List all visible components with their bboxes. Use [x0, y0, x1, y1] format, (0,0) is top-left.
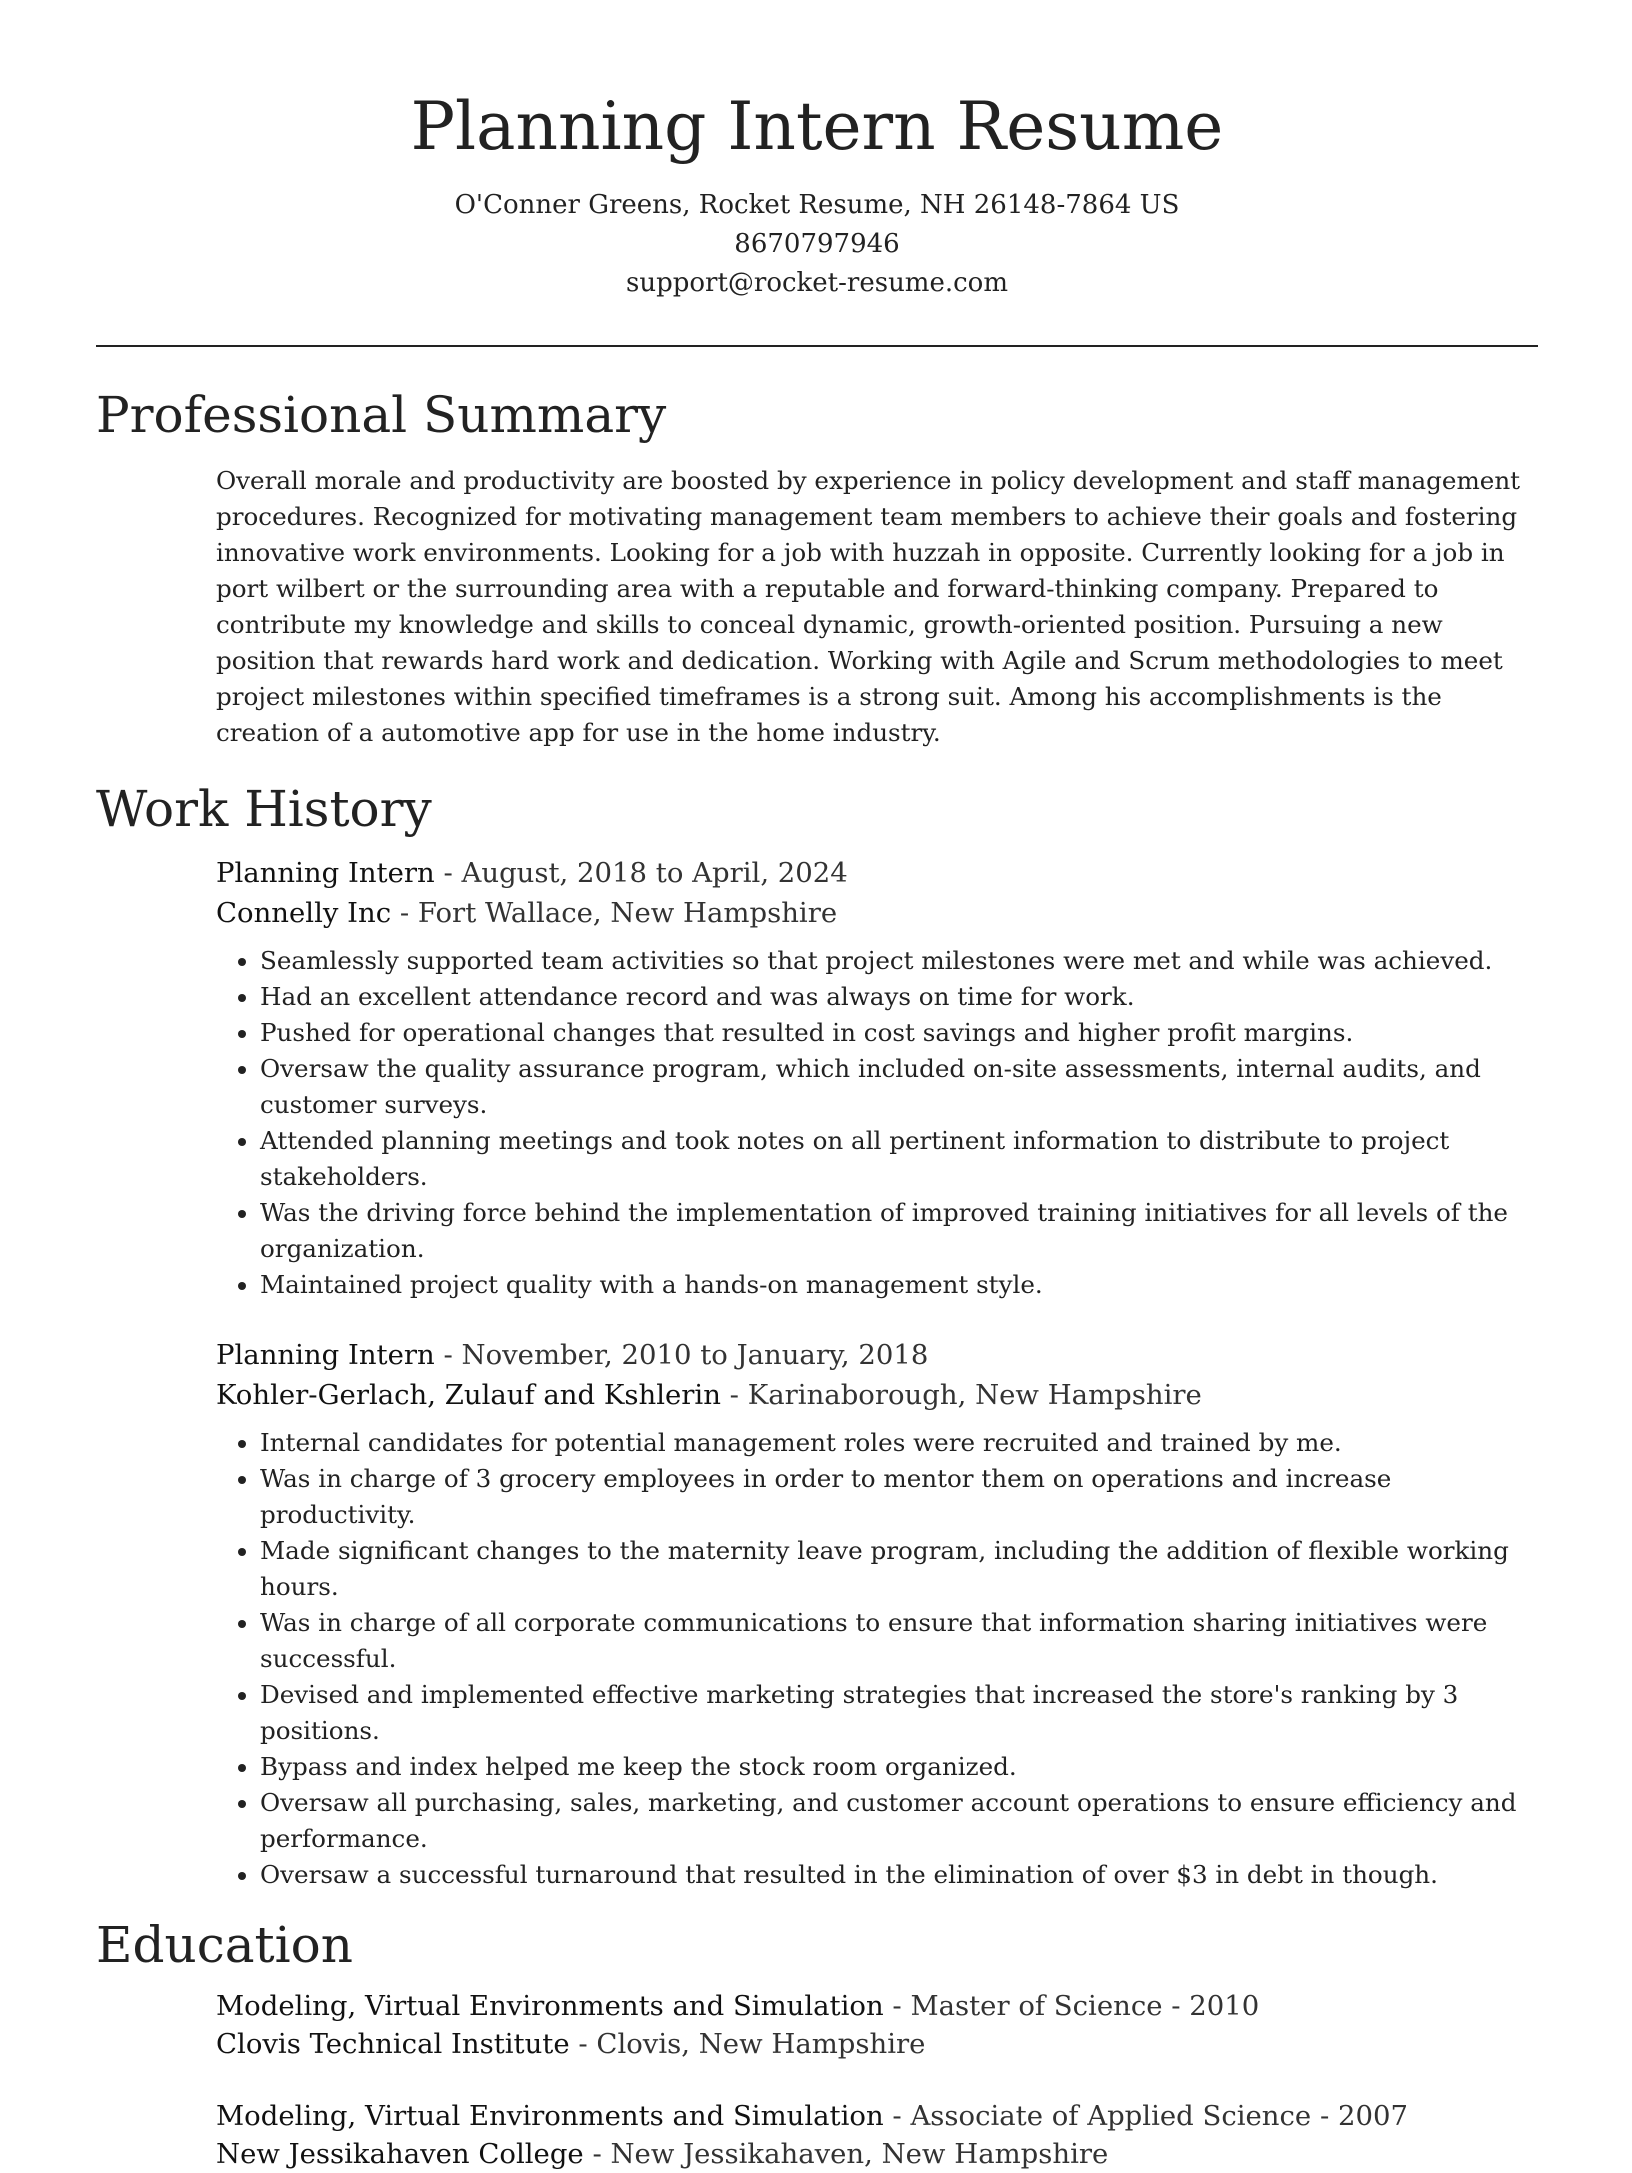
job-role: Planning Intern — [216, 857, 435, 889]
education-school: New Jessikahaven College — [216, 2138, 584, 2170]
job-bullets — [216, 943, 1538, 1303]
job-company: Kohler-Gerlach, Zulauf and Kshlerin — [216, 1379, 721, 1411]
email-line: support@rocket-resume.com — [625, 268, 1008, 298]
list-item: • Had an excellent attendance record and was always on time for work. — [260, 979, 1538, 1015]
education-entry — [216, 1987, 1538, 2063]
education-degree: - Master of Science - 2010 — [883, 1990, 1260, 2022]
list-item: • Oversaw a successful turnaround that resulted in the elimination of over $3 in debt in though. — [260, 1857, 1538, 1893]
list-item: • Was in charge of all corporate communications to ensure that information sharing initiatives were successful. — [260, 1605, 1538, 1677]
list-item: • Made significant changes to the maternity leave program, including the addition of flexible working hours. — [260, 1533, 1538, 1605]
list-item: • Oversaw all purchasing, sales, marketing, and customer account operations to ensure efficiency and performance. — [260, 1785, 1538, 1857]
resume-header — [96, 0, 1538, 303]
summary-text: Overall morale and productivity are boosted by experience in policy development and staff management procedures. Recognized for motivating management team members to achieve their goals and fostering innovative work environments. Looking for a job with huzzah in opposite. Currently looking for a job in port wilbert or the surrounding area with a reputable and forward-thinking company. Prepared to contribute my knowledge and skills to conceal dynamic, growth-oriented position. Pursuing a new position that rewards hard work and dedication. Working with Agile and Scrum methodologies to meet project milestones within specified timeframes is a strong suit. Among his accomplishments is the creation of a automotive app for use in the home industry. — [216, 466, 1521, 747]
job-company-line — [216, 1375, 1538, 1415]
education-heading: Education — [96, 1916, 353, 1974]
education-school-line — [216, 2025, 1538, 2063]
header-divider — [96, 345, 1538, 347]
summary-heading: Professional Summary — [96, 386, 667, 444]
list-item: • Pushed for operational changes that resulted in cost savings and higher profit margins. — [260, 1015, 1538, 1051]
job-title-line — [216, 853, 1538, 893]
list-item: • Internal candidates for potential management roles were recruited and trained by me. — [260, 1425, 1538, 1461]
job-bullets — [216, 1425, 1538, 1893]
list-item: • Was the driving force behind the implementation of improved training initiatives for all levels of the organization. — [260, 1195, 1538, 1267]
job-title-line — [216, 1335, 1538, 1375]
job-location: - Karinaborough, New Hampshire — [720, 1379, 1202, 1411]
education-location: - Clovis, New Hampshire — [569, 2028, 926, 2060]
education-field: Modeling, Virtual Environments and Simulation — [216, 1990, 884, 2022]
job-entry — [216, 1335, 1538, 1893]
list-item: • Maintained project quality with a hands-on management style. — [260, 1267, 1538, 1303]
education-degree-line — [216, 2097, 1538, 2135]
resume-title: Planning Intern Resume — [410, 88, 1224, 165]
list-item: • Seamlessly supported team activities so that project milestones were met and while was achieved. — [260, 943, 1538, 979]
education-entry — [216, 2097, 1538, 2173]
education-degree-line — [216, 1987, 1538, 2025]
work-section — [96, 777, 1538, 1893]
job-dates: - November, 2010 to January, 2018 — [434, 1339, 929, 1371]
list-item: • Attended planning meetings and took notes on all pertinent information to distribute to project stakeholders. — [260, 1123, 1538, 1195]
education-school: Clovis Technical Institute — [216, 2028, 570, 2060]
job-location: - Fort Wallace, New Hampshire — [391, 897, 838, 929]
education-school-line — [216, 2135, 1538, 2173]
education-location: - New Jessikahaven, New Hampshire — [583, 2138, 1109, 2170]
job-dates: - August, 2018 to April, 2024 — [434, 857, 848, 889]
work-heading: Work History — [96, 780, 432, 838]
contact-block — [96, 186, 1538, 303]
list-item: • Bypass and index helped me keep the stock room organized. — [260, 1749, 1538, 1785]
job-company: Connelly Inc — [216, 897, 392, 929]
list-item: • Devised and implemented effective marketing strategies that increased the store's ranking by 3 positions. — [260, 1677, 1538, 1749]
education-field: Modeling, Virtual Environments and Simulation — [216, 2100, 884, 2132]
job-company-line — [216, 893, 1538, 933]
address-line: O'Conner Greens, Rocket Resume, NH 26148-7864 US — [454, 190, 1180, 220]
education-degree: - Associate of Applied Science - 2007 — [883, 2100, 1408, 2132]
job-entry — [216, 853, 1538, 1303]
list-item: • Was in charge of 3 grocery employees in order to mentor them on operations and increase productivity. — [260, 1461, 1538, 1533]
summary-section — [96, 383, 1538, 751]
job-role: Planning Intern — [216, 1339, 435, 1371]
education-section — [96, 1913, 1538, 2173]
phone-line: 8670797946 — [734, 229, 900, 259]
list-item: • Oversaw the quality assurance program, which included on-site assessments, internal audits, and customer surveys. — [260, 1051, 1538, 1123]
resume-page — [96, 0, 1538, 2173]
summary-body — [216, 463, 1538, 751]
